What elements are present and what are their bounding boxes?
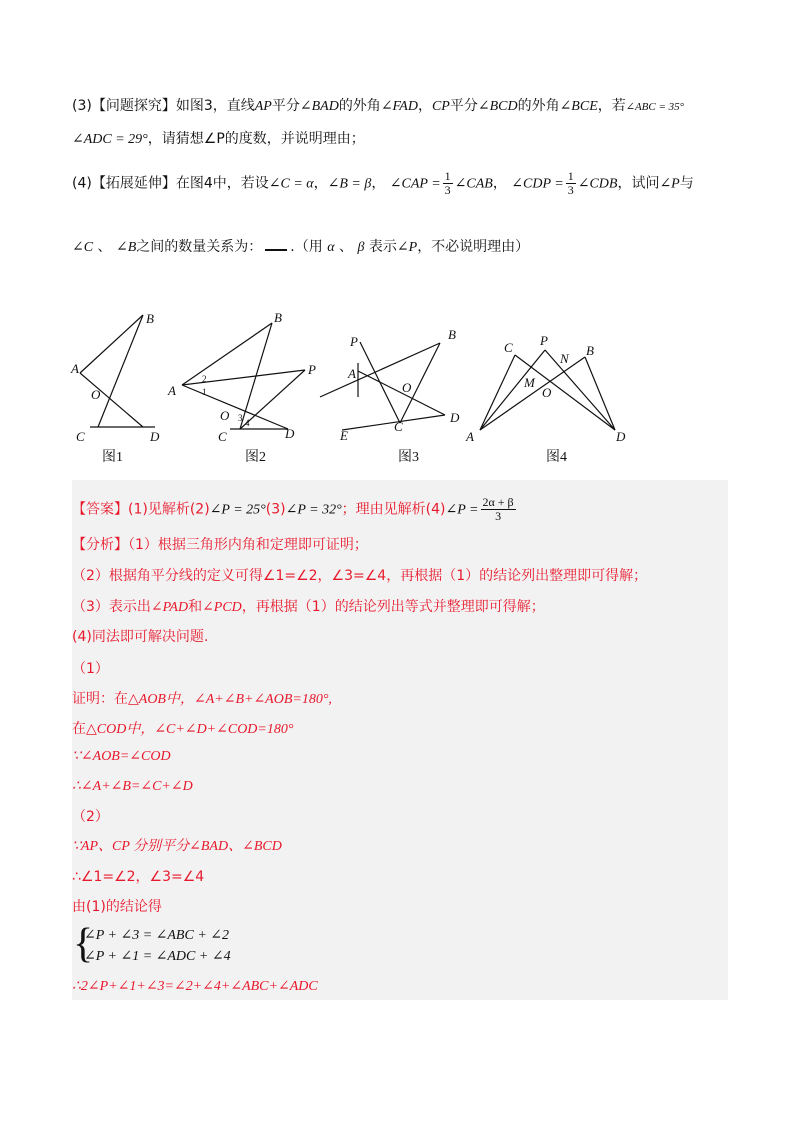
answer-p4: ∠P = [445,502,479,518]
fig3-label-p: P [350,334,358,349]
q3-text-c: 的外角 [338,98,381,114]
fig2-label-o: O [220,408,230,423]
q3-ap: AP [254,99,272,114]
q4-tail: ，试问 [617,175,660,192]
q3-text-e: 平分 [449,98,478,114]
q3-adc: ∠ADC = 29° [72,132,148,147]
proof-line3: ∵∠AOB=∠COD [72,749,171,764]
q3-text-a: (3)【问题探究】如图3，直线 [72,98,255,114]
answer-blank [265,241,287,251]
q4-frac-1: $\frac{1}{3}$ [444,169,451,197]
fig2-label-c: C [218,429,227,444]
answer-line [72,496,518,523]
fig3-label-c: C [394,419,403,434]
analysis-header-line [72,534,368,556]
answer-p4-frac: $\frac{2\alpha + \beta}{3}$ [482,495,514,523]
answer-a1: (1)见解析(2) [128,501,210,518]
analysis-s3-pcd: ∠PCD [202,600,242,615]
l3-mid: 之间的数量关系为： [136,239,263,255]
proof-line4: ∴∠A+∠B=∠C+∠D [72,779,193,794]
l3-sep2: 、 [339,239,353,255]
analysis-s3-b: ，再根据（1）的结论列出等式并整理即可得解； [241,599,545,615]
equation-1: ∠P + ∠3 = ∠ABC + ∠2 [84,928,230,943]
fig2-label-a: A [168,383,176,398]
proof-line1-tri: △AOB [128,692,166,707]
proof-line1-a: 证明：在 [72,691,128,707]
proof-line7: 由(1)的结论得 [72,899,162,915]
answer-reason: ；理由见解析(4) [341,501,446,518]
fig4-label-m: M [524,375,535,390]
q4-text-a: (4)【拓展延伸】在图4中，若设 [72,175,269,192]
fig1-label-c: C [76,429,85,444]
q3-abc: ∠ABC = 35° [625,101,685,113]
q3-fad: ∠FAD [380,99,418,114]
q4-p: ∠P [659,176,680,192]
q3-cp: CP [431,99,450,114]
fig1-label-d: D [150,429,160,444]
fig2-angle-3: 3 [238,413,243,423]
proof-line2-tri: △COD [86,722,127,737]
fig1-label-a: A [71,361,79,376]
question-3-line2 [72,128,365,151]
fig4-label-p: P [540,333,548,348]
figure-3 [320,327,460,465]
l3-p: ∠P [396,240,418,255]
q3-bad: ∠BAD [299,99,339,114]
q4-cab: ∠CAB [454,176,493,192]
proof-line5: ∵AP、CP 分别平分∠BAD、∠BCD [72,839,282,854]
l3-show: 表示 [368,239,397,255]
q3-text-f: 的外角 [517,98,560,114]
fig1-caption: 图1 [102,450,123,465]
figure-2 [167,310,316,465]
fig4-label-a: A [466,429,474,444]
fig3-label-d: D [450,410,460,425]
l3-alpha: α [327,240,335,255]
analysis-s2: （2）根据角平分线的定义可得∠1=∠2，∠3=∠4，再根据（1）的结论列出整理即可得解； [72,568,648,584]
question-4-line2 [72,236,529,259]
fig4-label-c: C [504,340,513,355]
fig4-label-d: D [616,429,626,444]
q3-text-g: ，若 [597,98,626,114]
q3-text-d: ， [417,98,432,114]
analysis-s4: (4)同法即可解决问题. [72,629,209,645]
answer-a3: (3) [265,501,286,518]
proof-part2: （2） [72,809,109,825]
question-4-line1: (4)【拓展延伸】在图4中，若设∠C = α，∠B = β， ∠CAP = $\frac{1}{3}$ ∠CAB， ∠CDP = $\frac{1}{3}$ ∠CDB，试问∠P与 [72,169,694,197]
geometry-figures [60,305,660,465]
fig4-label-b: B [586,343,594,358]
analysis-s3-a: （3）表示出 [72,599,151,615]
figure-1 [70,311,160,465]
fig2-label-b: B [274,310,282,325]
q3-rest: ，请猜想∠P的度数，并说明理由； [147,131,365,147]
q3-bce: ∠BCE [559,99,598,114]
q3-bcd: ∠BCD [477,99,518,114]
fig3-caption: 图3 [398,450,419,465]
proof-line8: ∴2∠P+∠1+∠3=∠2+∠4+∠ABC+∠ADC [72,979,318,994]
analysis-s1: （1）根据三角形内角和定理即可证明； [128,537,368,553]
proof-part1: （1） [72,661,109,677]
fig2-label-d: D [285,426,295,441]
q4-with: 与 [679,175,694,192]
analysis-s3-pad: ∠PAD [150,600,189,615]
fig2-angle-2: 2 [202,374,207,384]
proof-line1-b: 中，∠A+∠B+∠AOB=180°, [165,692,332,707]
q4-b: ∠B = β [327,176,372,192]
fig2-caption: 图2 [245,450,266,465]
answer-p25: ∠P = 25° [209,502,266,518]
q4-cdb: ∠CDB [577,176,618,192]
analysis-header: 【分析】 [72,537,128,553]
q4-c: ∠C = α [268,176,314,192]
q4-cdp: ∠CDP = [511,176,564,192]
fig4-label-o: O [542,385,552,400]
proof-line1 [72,688,332,711]
fig2-angle-4: 4 [245,418,250,428]
l3-b: ∠B [115,240,137,255]
q4-frac-2: $\frac{1}{3}$ [567,169,574,197]
equation-2: ∠P + ∠1 = ∠ADC + ∠4 [84,949,231,964]
fig3-label-b: B [448,327,456,342]
fig4-label-n: N [560,351,569,366]
answer-header: 【答案】 [72,501,128,518]
proof-line2 [72,718,293,741]
q3-text-b: 平分 [271,98,300,114]
analysis-s3-line [72,596,545,619]
fig4-caption: 图4 [546,450,567,465]
fig2-angle-1: 1 [202,387,207,397]
answer-p32: ∠P = 32° [285,502,342,518]
l3-end: .（用 [290,239,323,255]
figure-4 [465,333,626,465]
fig2-label-p: P [308,362,316,377]
l3-sep1: 、 [97,239,112,255]
equation-brace: { [73,921,94,967]
l3-beta: β [357,240,365,255]
fig3-label-e: E [340,428,348,443]
fig3-label-o: O [402,380,412,395]
l3-close: ，不必说明理由） [417,239,530,255]
analysis-s3-and: 和 [188,599,203,615]
l3-c: ∠C [72,240,94,255]
fig3-label-a: A [348,366,356,381]
q4-cap: ∠CAP = [389,176,441,192]
fig1-label-o: O [91,387,101,402]
question-3-line1 [72,95,684,118]
fig1-label-b: B [146,311,154,326]
proof-line2-b: 中，∠C+∠D+∠COD=180° [126,722,294,737]
proof-line2-a: 在 [72,721,86,737]
proof-line6: ∴∠1=∠2，∠3=∠4 [72,869,205,885]
